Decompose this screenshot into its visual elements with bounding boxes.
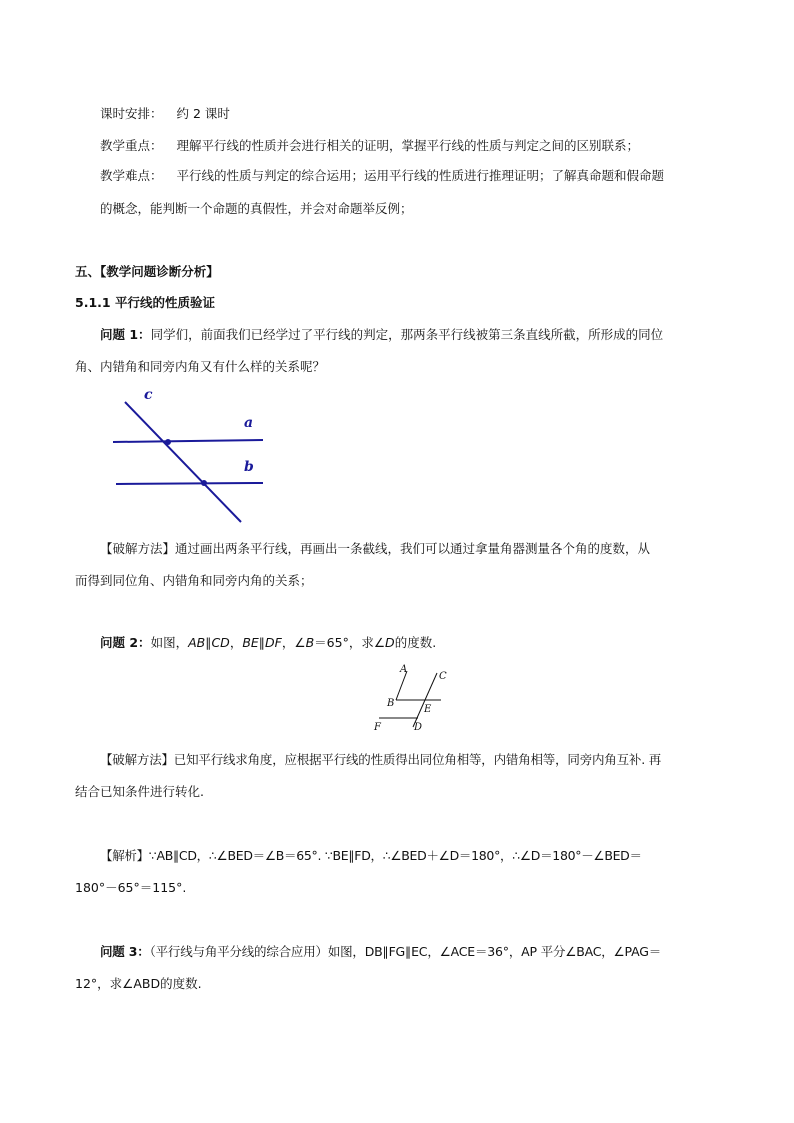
q2-target-d: D xyxy=(385,635,395,650)
q3-text-1: （平行线与角平分线的综合应用）如图，DB∥FG∥EC，∠ACE＝36°，AP 平分∠BAC，∠PAG＝ xyxy=(149,944,662,959)
q1-line1 xyxy=(100,325,730,343)
q2-line xyxy=(100,633,730,651)
transversal-line-c xyxy=(125,402,241,522)
key-points-value: 理解平行线的性质并会进行相关的证明，掌握平行线的性质与判定之间的区别联系； xyxy=(176,138,640,153)
method2-line2: 结合已知条件进行转化. xyxy=(75,784,204,799)
q2-sep1: ， xyxy=(229,635,243,650)
analysis-line2: 180°－65°＝115°. xyxy=(75,880,187,895)
key-points-label: 教学重点： xyxy=(100,138,163,153)
q2-sep2: ，∠ xyxy=(281,635,306,650)
q2-text-pre: 如图， xyxy=(150,635,189,650)
q1-text-1: 同学们，前面我们已经学过了平行线的判定，那两条平行线被第三条直线所截，所形成的同位 xyxy=(150,327,664,342)
method1-line1: 【破解方法】通过画出两条平行线，再画出一条截线，我们可以通过拿量角器测量各个角的度数，从 xyxy=(100,541,651,556)
label-a: a xyxy=(244,415,254,431)
difficulties-text-1: 平行线的性质与判定的综合运用；运用平行线的性质进行推理证明；了解真命题和假命题 xyxy=(176,168,665,183)
q2-cond-be-df: BE∥DF xyxy=(242,635,282,650)
intersection-point-b xyxy=(201,480,207,486)
segment-ab xyxy=(396,671,407,700)
schedule-line xyxy=(100,104,730,122)
q1-text-2: 角、内错角和同旁内角又有什么样的关系呢？ xyxy=(75,359,326,374)
method1-line2: 而得到同位角、内错角和同旁内角的关系； xyxy=(75,573,313,588)
label-D: D xyxy=(414,722,423,733)
difficulties-text-2: 的概念，能判断一个命题的真假性，并会对命题举反例； xyxy=(100,201,413,216)
label-F: F xyxy=(374,722,381,733)
geometry-figure-q2 xyxy=(368,660,458,736)
line-b xyxy=(116,483,263,484)
line-a xyxy=(113,440,263,442)
label-A: A xyxy=(400,664,408,675)
schedule-label: 课时安排： xyxy=(100,106,163,121)
section-5-title: 五、【教学问题诊断分析】 xyxy=(75,264,219,279)
analysis-line1: 【解析】∵AB∥CD，∴∠BED＝∠B＝65°. ∵BE∥FD，∴∠BED＋∠D＝180°，∴∠D＝180°－∠BED＝ xyxy=(100,848,642,863)
q3-line1 xyxy=(100,942,730,960)
difficulties-label: 教学难点： xyxy=(100,168,163,183)
key-points-line xyxy=(100,136,730,154)
q2-text-post: 的度数. xyxy=(394,635,437,650)
label-C: C xyxy=(439,671,447,682)
label-c: c xyxy=(144,387,153,403)
q2-label: 问题 2： xyxy=(100,635,151,650)
q3-text-2: 12°，求∠ABD的度数. xyxy=(75,976,202,991)
q3-label: 问题 3： xyxy=(100,944,150,959)
label-B: B xyxy=(387,698,395,709)
label-E: E xyxy=(424,704,432,715)
method2-line1: 【破解方法】已知平行线求角度，应根据平行线的性质得出同位角相等，内错角相等，同旁内角互补. 再 xyxy=(100,752,662,767)
schedule-value: 约 2 课时 xyxy=(176,106,230,121)
label-b: b xyxy=(244,459,254,475)
intersection-point-a xyxy=(165,439,171,445)
q2-angle-b: B xyxy=(305,635,315,650)
parallel-lines-figure xyxy=(105,385,275,530)
subsection-title: 5.1.1 平行线的性质验证 xyxy=(75,295,215,310)
q2-cond-ab-cd: AB∥CD xyxy=(188,635,230,650)
difficulties-line1 xyxy=(100,166,730,184)
q1-label: 问题 1： xyxy=(100,327,151,342)
q2-text-mid: ＝65°，求∠ xyxy=(314,635,386,650)
